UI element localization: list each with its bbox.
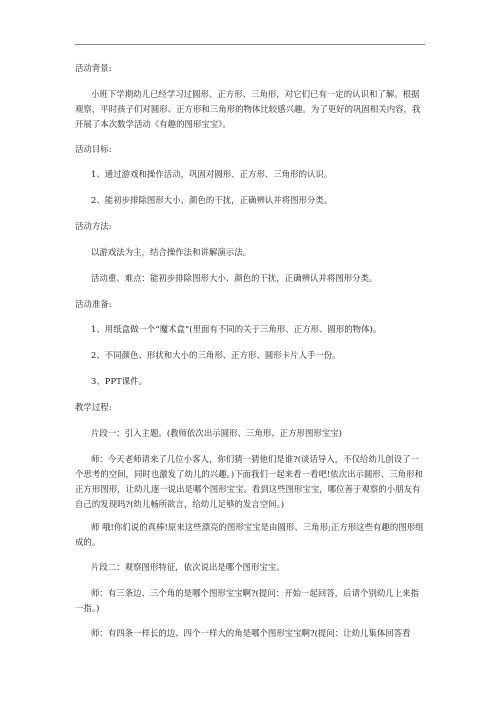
header-rule — [75, 44, 425, 45]
heading-preparation: 活动准备: — [75, 299, 112, 309]
paragraph-background: 小班下学期幼儿已经学习过圆形、正方形、三角形，对它们已有一定的认识和了解。根据观察，平时孩子们对圆形、正方形和三角形的物体比较感兴趣。为了更好的巩固相关内容，我开展了本次数学活动《有趣的图形宝宝》。 — [75, 89, 421, 129]
heading-background: 活动背景: — [75, 63, 112, 73]
segment-2-paragraph-1: 师：有三条边、三个角的是哪个图形宝宝啊?(提问：开始一起回答，后请个别幼儿上来指一指。) — [75, 588, 420, 613]
segment-2-paragraph-2: 师：有四条一样长的边、四个一样大的角是哪个图形宝宝啊?(提问：让幼儿集体回答看 — [91, 628, 411, 638]
segment-1-paragraph-2: 师 哦!你们说的真棒!原来这些漂亮的图形宝宝是由圆形、三角形;正方形这些有趣的图形组成的。 — [75, 522, 424, 547]
heading-goals: 活动目标: — [75, 144, 112, 154]
prep-item-1: 1、用纸盒做一个“魔术盒”(里面有不同的关于三角形、正方形、圆形的物体)。 — [91, 324, 382, 334]
method-item-2: 活动重、难点：能初步排除图形大小、颜色的干扰，正确辨认并将图形分类。 — [91, 273, 378, 283]
goal-item-1: 1、通过游戏和操作活动，巩固对圆形、正方形、三角形的认识。 — [91, 169, 333, 179]
goal-item-2: 2、能初步排除图形大小、颜色的干扰，正确辨认并将图形分类。 — [91, 195, 333, 205]
segment-1-title: 片段一：引入主题。(教师依次出示圆形、三角形、正方形图形宝宝) — [91, 428, 342, 438]
prep-item-3: 3、PPT课件。 — [91, 376, 148, 386]
heading-process: 教学过程: — [75, 402, 112, 412]
segment-2-title: 片段二：观察图形特征，依次说出是哪个图形宝宝。 — [91, 562, 285, 572]
method-item-1: 以游戏法为主，结合操作法和讲解演示法。 — [91, 247, 252, 257]
segment-1-paragraph-1: 师：今天老师请来了几位小客人，你们猜一猜他们是谁?(谈话导入，不仅给幼儿创设了一个思考的空间，同时也激发了幼儿的兴趣。)下面我们一起来看一看吧!依次出示圆形、三角形和正方形图形，让幼儿逐一说出是哪个图形宝宝。看到这些图形宝宝，哪位善于观察的小朋友有自己的发现吗?(幼儿畅所欲言，给幼儿足够的发言空间。) — [75, 454, 423, 509]
prep-item-2: 2、不同颜色、形状和大小的三角形、正方形、圆形卡片人手一份。 — [91, 350, 341, 360]
heading-methods: 活动方法: — [75, 221, 112, 231]
